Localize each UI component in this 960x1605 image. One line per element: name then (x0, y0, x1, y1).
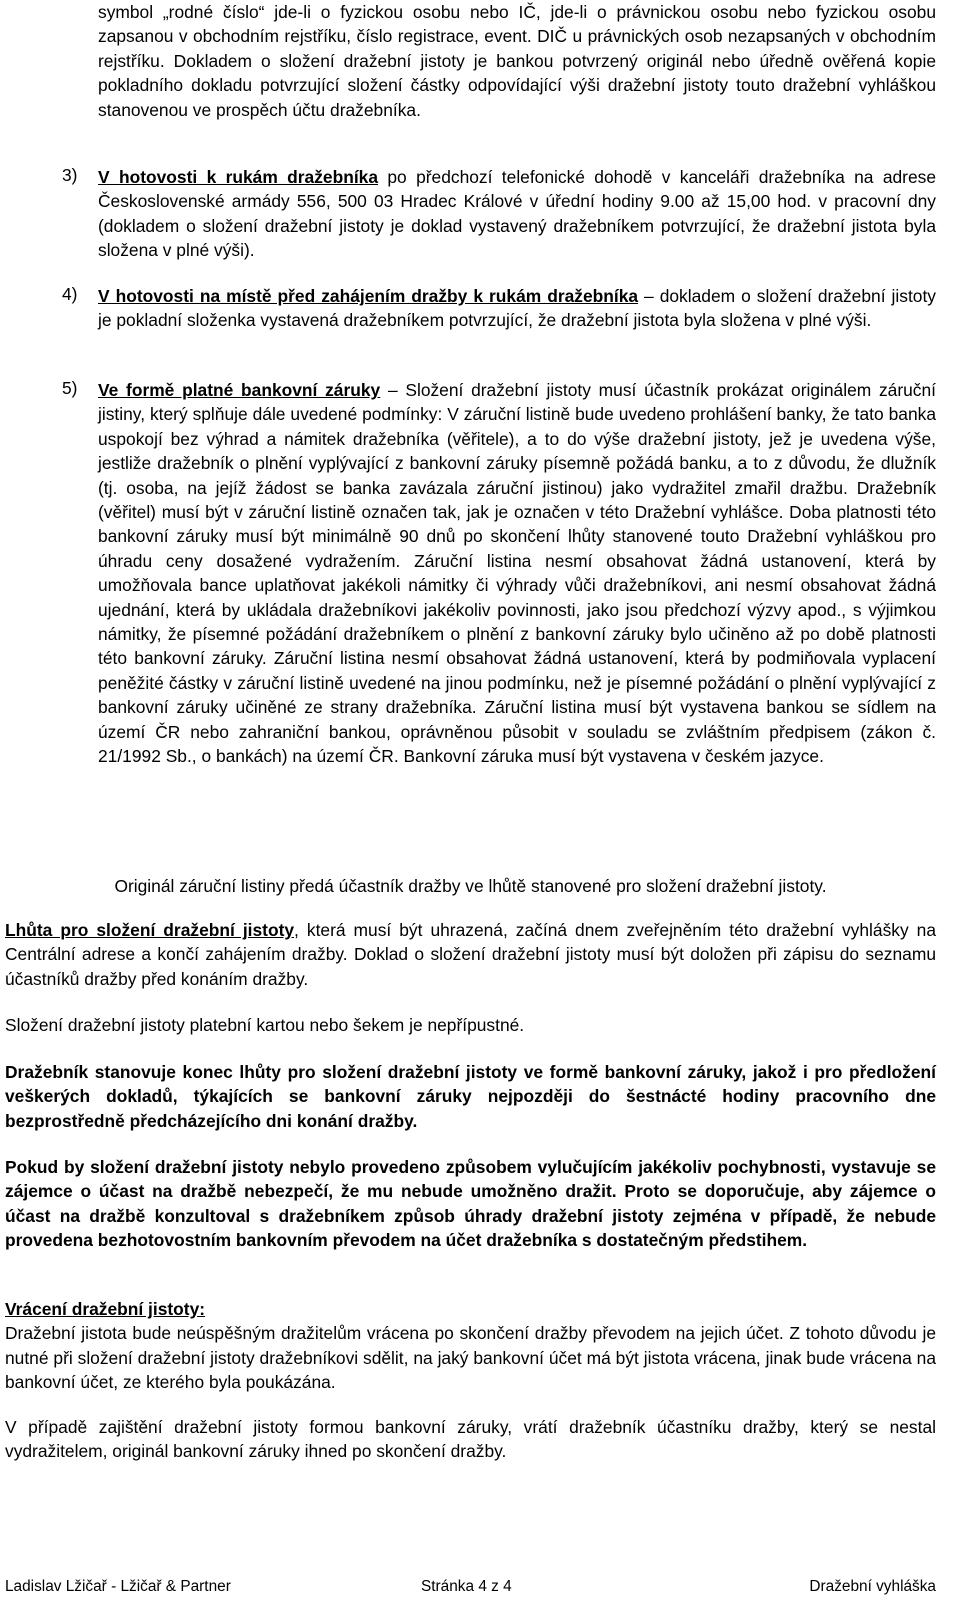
list-item-body (98, 378, 936, 769)
refund-heading-line (5, 1297, 936, 1321)
paragraph-text: Pokud by složení dražební jistoty nebylo provedeno způsobem vylučujícím jakékoliv pochybnosti, vystavuje se zájemce o účast na dražbě nebezpečí, že mu nebude umožněno dražit. Proto se doporučuje, aby zájemce o účast na dražbě konzultoval s dražebníkem způsob úhrady dražební jistoty zejména v případě, že nebude provedena bezhotovostním bankovním převodem na účet dražebníka s dostatečným předstihem. (5, 1157, 936, 1251)
deadline-text: , která musí být uhrazená, začíná dnem zveřejněním této dražební vyhlášky na Centrální adrese a končí zahájením dražby. Doklad o složení dražební jistoty musí být doložen při zápisu do seznamu účastníků dražby před konáním dražby. (5, 920, 936, 989)
paragraph-text: Dražební jistota bude neúspěšným dražitelům vrácena po skončení dražby převodem na jejich účet. Z tohoto důvodu je nutné při složení dražební jistoty dražebníkovi sdělit, na jaký bankovní účet má být jistota vrácena, jinak bude vrácena na bankovní účet, ze kterého byla poukázána. (5, 1323, 936, 1393)
deadline-paragraph (5, 918, 936, 991)
bold-paragraph-warning (5, 1155, 936, 1253)
paragraph-text: Složení dražební jistoty platební kartou nebo šekem je nepřípustné. (5, 1015, 525, 1035)
page-footer (5, 1578, 936, 1598)
item-text: po předchozí telefonické dohodě v kanceláři dražebníka na adrese Československé armády 556, 500 03 Hradec Králové v úřední hodiny 9.00 až 15,00 hod. v pracovní dny (dokladem o složení dražební jistoty je doklad vystavený dražebníkem potvrzující, že dražební jistota byla složena v plné výši). (98, 167, 936, 261)
list-item-3 (62, 165, 936, 263)
item-text: – dokladem o složení dražební jistoty je pokladní složenka vystavená dražebníkem potvrzující, že dražební jistota byla složena v plné výši. (98, 286, 936, 331)
continuation-paragraph (98, 0, 936, 122)
deadline-heading: Lhůta pro složení dražební jistoty (5, 920, 295, 940)
paragraph-text: V případě zajištění dražební jistoty formou bankovní záruky, vrátí dražebník účastníku dražby, který se nestal vydražitelem, originál bankovní záruky ihned po skončení dražby. (5, 1417, 936, 1462)
list-number: 3) (62, 165, 78, 185)
paragraph-text: Dražebník stanovuje konec lhůty pro složení dražební jistoty ve formě bankovní záruky, jakož i pro předložení veškerých dokladů, týkajících se bankovní záruky nejpozději do šestnácté hodiny pracovního dne bezprostředně předcházejícího dni konání dražby. (5, 1062, 936, 1131)
item-heading: V hotovosti na místě před zahájením dražby k rukám dražebníka (98, 286, 639, 306)
refund-section (5, 1297, 936, 1395)
footer-doc-title: Dražební vyhláška (809, 1578, 936, 1595)
footer-page-number: Stránka 4 z 4 (421, 1578, 512, 1595)
refund-heading: Vrácení dražební jistoty: (5, 1299, 206, 1319)
list-item-4 (62, 284, 936, 333)
guarantee-return-paragraph (5, 1415, 936, 1464)
paragraph-text: Originál záruční listiny předá účastník dražby ve lhůtě stanovené pro složení dražební jistoty. (114, 876, 827, 896)
bold-paragraph-deadline (5, 1060, 936, 1133)
paragraph-text: symbol „rodné číslo“ jde-li o fyzickou osobu nebo IČ, jde-li o právnickou osobu nebo fyzickou osobu zapsanou v obchodním rejstříku, číslo registrace, event. DIČ u právnických osob nezapsaných v obchodním rejstříku. Dokladem o složení dražební jistoty je bankou potvrzený originál nebo úředně ověřená kopie pokladního dokladu potvrzující složení částky odpovídající výši dražební jistoty touto dražební vyhláškou stanovenou ve prospěch účtu dražebníka. (98, 2, 936, 120)
list-item-5 (62, 378, 936, 769)
list-number: 4) (62, 284, 78, 304)
list-number: 5) (62, 378, 78, 398)
original-note (5, 874, 936, 898)
item-text: – Složení dražební jistoty musí účastník prokázat originálem záruční jistiny, který splňuje dále uvedené podmínky: V záruční listině bude uvedeno prohlášení banky, že tato banka uspokojí bez výhrad a námitek dražebníka (věřitele), a to do výše dražební jistoty, jež je uvedena výše, jestliže dražebník o plnění vyplývající z bankovní záruky písemně požádá banku, a to z důvodu, že dlužník (tj. osoba, na jejíž žádost se banka zavázala záruční jistinou) jako vydražitel zmařil dražbu. Dražebník (věřitel) musí být v záruční listině označen tak, jak je označen v této Dražební vyhlášce. Doba platnosti této bankovní záruky musí být minimálně 90 dnů po skončení lhůty stanovené touto Dražební vyhláškou pro úhradu ceny dosažené vydražením. Záruční listina nesmí obsahovat žádná ustanovení, která by umožňovala bance uplatňovat jakékoli námitky či výhrady vůči dražebníkovi, ani nesmí obsahovat žádná ujednání, která by ukládala dražebníkovi jakékoliv povinnosti, jako jsou předchozí výzvy apod., s výjimkou námitky, že písemné požádání dražebníkem o plnění z bankovní záruky bylo učiněno až po době platnosti této bankovní záruky. Záruční listina nesmí obsahovat žádná ustanovení, která by podmiňovala vyplacení peněžité částky v záruční listině uvedené na jinou podmínku, než je písemné požádání o plnění vyplývající z bankovní záruky učiněné ze strany dražebníka. Záruční listina musí být vystavena bankou se sídlem na území ČR nebo zahraniční bankou, oprávněnou působit v souladu se zvláštním předpisem (zákon č. 21/1992 Sb., o bankách) na území ČR. Bankovní záruka musí být vystavena v českém jazyce. (98, 380, 937, 767)
item-heading: Ve formě platné bankovní záruky (98, 380, 381, 400)
paragraph-text (5, 918, 936, 991)
footer-author: Ladislav Lžičař - Lžičař & Partner (5, 1578, 231, 1595)
card-note (5, 1013, 936, 1037)
list-item-body (98, 165, 936, 263)
list-item-body (98, 284, 936, 333)
item-heading: V hotovosti k rukám dražebníka (98, 167, 379, 187)
